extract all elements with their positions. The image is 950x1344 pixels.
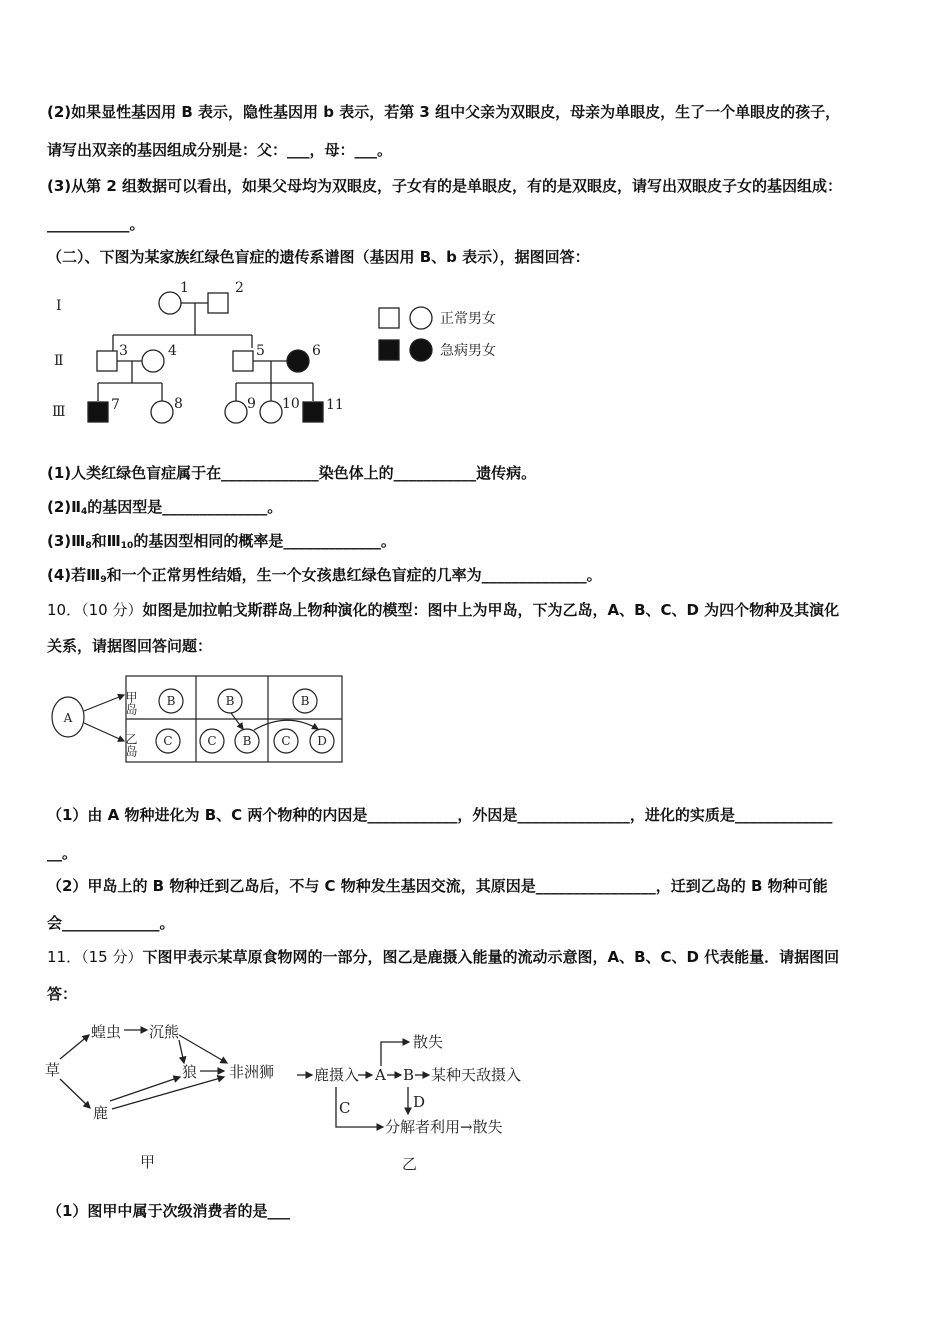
legend-affected-male-square <box>379 340 399 360</box>
q10-text-1: 如图是加拉帕戈斯群岛上物种演化的模型：图中上为甲岛，下为乙岛，A、B、C、D 为四个物种及其演化 <box>142 601 840 619</box>
caption-jia: 甲 <box>140 1153 156 1171</box>
q11-line-1 <box>47 947 839 967</box>
caption-yi: 乙 <box>402 1155 418 1173</box>
food-web-and-energy-flow-diagram <box>40 1015 540 1180</box>
individual-10-normal-female <box>260 401 282 423</box>
arrow-grass-locust <box>60 1035 89 1059</box>
q9-line-3: (3)从第 2 组数据可以看出，如果父母均为双眼皮，子女有的是单眼皮，有的是双眼皮，请写出双眼皮子女的基因组成： <box>47 177 843 195</box>
legend-affected-label: 急病男女 <box>440 343 496 359</box>
q10-number: 10．（10 分） <box>47 601 143 619</box>
q11-number: 11．（15 分） <box>47 948 143 966</box>
number-11: 11 <box>326 397 344 413</box>
node-lion: 非洲狮 <box>229 1063 275 1081</box>
q10-sub-1-line-2: __。 <box>47 844 78 862</box>
number-7: 7 <box>111 397 120 413</box>
number-4: 4 <box>168 343 177 359</box>
q11-text-1: 下图甲表示某草原食物网的一部分，图乙是鹿摄入能量的流动示意图，A、B、C、D 代表能量．请据图回 <box>142 948 840 966</box>
individual-1-normal-female <box>159 292 181 314</box>
individual-7-affected-male <box>88 402 108 422</box>
q9-line-4: ___________。 <box>47 215 145 233</box>
number-6: 6 <box>312 343 321 359</box>
node-locust: 蝗虫 <box>91 1023 122 1041</box>
species-a-label: A <box>63 711 73 725</box>
node-deer: 鹿 <box>93 1104 109 1122</box>
label-d: D <box>413 1093 426 1111</box>
legend-normal-male-square <box>379 308 399 328</box>
q9-sub-3-subscript-1: 8 <box>85 541 92 551</box>
q9-sub-3-post: 的基因型相同的概率是_____________。 <box>133 532 396 550</box>
q9-sub-3-pre: (3)Ⅲ <box>47 532 86 550</box>
q9-sub-2 <box>47 497 282 522</box>
node-enemy-intake: 某种天敌摄入 <box>431 1066 522 1084</box>
q11-sub-1: （1）图甲中属于次级消费者的是___ <box>47 1202 290 1220</box>
q9-sub-3-mid: 和Ⅲ <box>91 532 121 550</box>
q9-sub-3 <box>47 531 396 556</box>
q11-line-2: 答： <box>47 985 78 1003</box>
q10-sub-1-line-1: （1）由 A 物种进化为 B、C 两个物种的内因是____________，外因是_______________，进化的实质是_____________ <box>47 806 833 824</box>
individual-11-affected-male <box>303 402 323 422</box>
node-wolf: 狼 <box>182 1063 198 1081</box>
individual-3-normal-male <box>97 351 117 371</box>
q9-sub-4 <box>47 565 602 590</box>
q9-sub-2-post: 的基因型是______________。 <box>87 498 283 516</box>
node-bear: 沉熊 <box>149 1023 180 1041</box>
island-bottom-label: 乙岛 <box>124 733 138 757</box>
individual-6-affected-female <box>287 350 309 372</box>
node-b: B <box>403 1066 415 1084</box>
q9-line-1: (2)如果显性基因用 B 表示，隐性基因用 b 表示，若第 3 组中父亲为双眼皮，母亲为单眼皮，生了一个单眼皮的孩子， <box>47 103 841 121</box>
node-decomposer: 分解者利用→散失 <box>385 1118 503 1136</box>
node-a: A <box>375 1066 386 1084</box>
q9-sub-3-subscript-2: 10 <box>120 541 134 551</box>
number-2: 2 <box>235 280 244 296</box>
q10-sub-2-line-1: （2）甲岛上的 B 物种迁到乙岛后，不与 C 物种发生基因交流，其原因是________________，迁到乙岛的 B 物种可能 <box>47 877 828 895</box>
individual-4-normal-female <box>142 350 164 372</box>
gen-label-3: Ⅲ <box>52 404 66 420</box>
number-3: 3 <box>119 343 128 359</box>
top-species-label-2: B <box>225 694 235 708</box>
gen-label-1: Ⅰ <box>56 298 62 314</box>
arrow-grass-deer <box>60 1079 90 1108</box>
node-dissipate-top: 散失 <box>413 1033 444 1051</box>
number-5: 5 <box>256 343 265 359</box>
bottom-species-label-4: C <box>281 734 291 748</box>
legend-normal-label: 正常男女 <box>440 311 496 327</box>
q9-sub-1: (1)人类红绿色盲症属于在_____________染色体上的___________遗传病。 <box>47 464 537 482</box>
individual-9-normal-female <box>225 401 247 423</box>
gen-label-2: Ⅱ <box>54 353 64 369</box>
q9-sub-4-post: 和一个正常男性结婚，生一个女孩患红绿色盲症的几率为______________。 <box>106 566 602 584</box>
arrow-bear-wolf <box>179 1040 184 1063</box>
q9-sub-2-subscript: 4 <box>81 507 88 517</box>
number-8: 8 <box>174 396 183 412</box>
individual-2-normal-male <box>208 293 228 313</box>
bottom-species-label-2: C <box>207 734 217 748</box>
top-species-label-3: B <box>300 694 310 708</box>
arrow-a-dissipate <box>381 1042 409 1066</box>
bottom-species-label-1: C <box>163 734 173 748</box>
individual-8-normal-female <box>151 401 173 423</box>
q9-sub-4-pre: (4)若Ⅲ <box>47 566 101 584</box>
top-species-label-1: B <box>166 694 176 708</box>
number-1: 1 <box>180 280 189 296</box>
node-deer-intake: 鹿摄入 <box>314 1066 360 1084</box>
arrow-deer-wolf <box>110 1077 180 1101</box>
bottom-species-label-5: D <box>317 734 327 748</box>
q10-sub-2-line-2: 会_____________。 <box>47 914 175 932</box>
island-top-label: 甲岛 <box>124 691 138 715</box>
bottom-species-label-3: B <box>242 734 252 748</box>
legend-affected-female-circle <box>410 339 432 361</box>
pedigree-chart <box>40 275 540 435</box>
q9-sub-2-pre: (2)Ⅱ <box>47 498 82 516</box>
label-c: C <box>339 1099 351 1117</box>
arrow-bear-lion <box>179 1035 227 1063</box>
number-9: 9 <box>247 396 256 412</box>
q9-part2-intro: （二）、下图为某家族红绿色盲症的遗传系谱图（基因用 B、b 表示），据图回答： <box>47 248 590 266</box>
individual-5-normal-male <box>233 351 253 371</box>
q9-line-2: 请写出双亲的基因组成分别是：父：___，母：___。 <box>47 141 393 159</box>
q10-line-1 <box>47 600 839 620</box>
node-grass: 草 <box>45 1061 61 1079</box>
speciation-diagram <box>47 673 347 765</box>
legend-normal-female-circle <box>410 307 432 329</box>
q9-sub-4-subscript: 9 <box>100 575 107 585</box>
number-10: 10 <box>282 396 300 412</box>
q10-line-2: 关系，请据图回答问题： <box>47 637 213 655</box>
